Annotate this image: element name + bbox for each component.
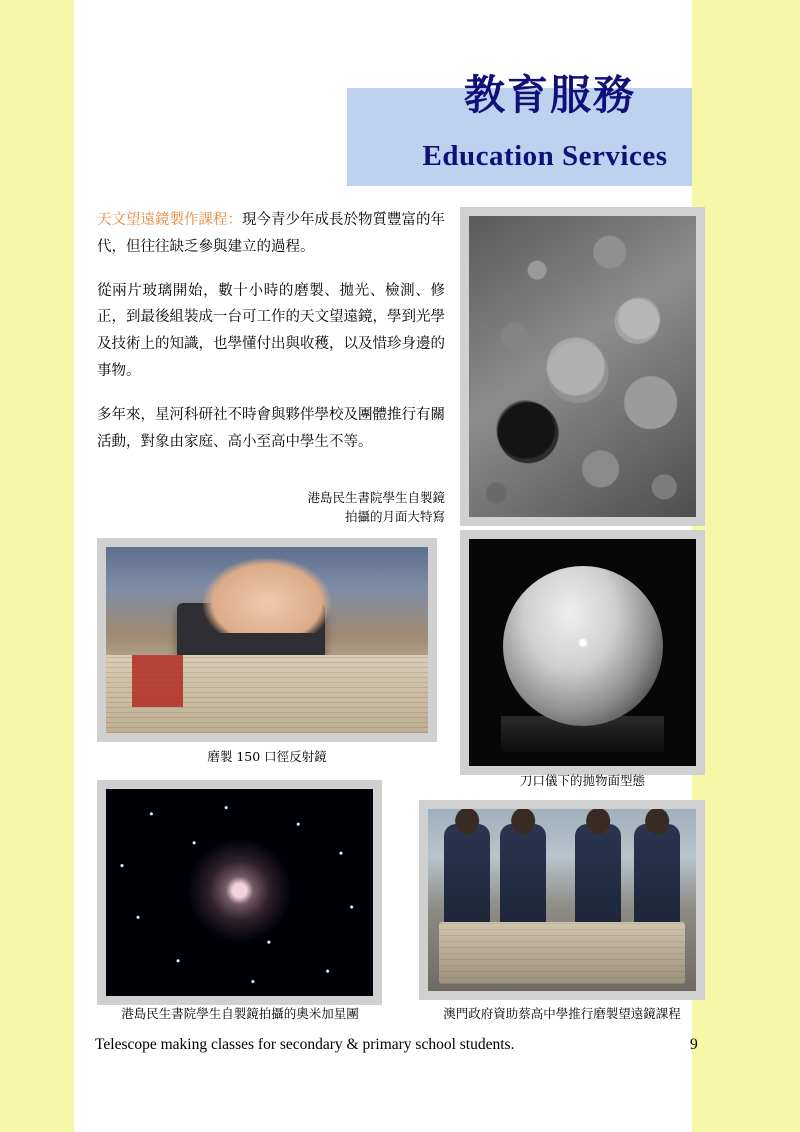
footer-caption: Telescope making classes for secondary & primary school students. [95, 1036, 515, 1053]
caption-classroom: 澳門政府資助蔡高中學推行磨製望遠鏡課程 [443, 1006, 681, 1021]
worktable [439, 922, 686, 984]
student-figure [634, 824, 680, 933]
figure-cluster [97, 780, 382, 1005]
page-title-english: Education Services [422, 140, 668, 172]
body-text [97, 207, 445, 473]
paragraph-1 [97, 207, 445, 261]
caption-mirror: 刀口儀下的拋物面型態 [519, 773, 645, 788]
figure-classroom [419, 800, 705, 1000]
mirror-photo [469, 539, 696, 766]
paragraph-1-rest: 現今青少年成長於物質豐富的年代，但往往缺乏參與建立的過程。 [97, 212, 445, 255]
page-number: 9 [690, 1036, 698, 1053]
parabolic-mirror-disc [503, 566, 663, 726]
caption-moon-line2: 拍攝的月面大特寫 [344, 508, 445, 524]
caption-grinding: 磨製 150 口徑反射鏡 [207, 749, 327, 764]
page-title-chinese: 教育服務 [464, 71, 636, 119]
classroom-photo [428, 809, 696, 991]
lead-label: 天文望遠鏡製作課程： [97, 212, 242, 228]
figure-mirror [460, 530, 705, 775]
caption-moon [245, 489, 445, 527]
grinding-photo [106, 547, 428, 733]
cluster-photo [106, 789, 373, 996]
moon-photo [469, 216, 696, 517]
student-figure [444, 824, 490, 933]
paragraph-3: 多年來，星河科研社不時會與夥伴學校及團體推行有關活動，對象由家庭、高小至高中學生不等。 [97, 406, 445, 450]
caption-cluster: 港島民生書院學生自製鏡拍攝的奧米加星團 [121, 1006, 359, 1021]
student-figure [500, 824, 546, 933]
caption-moon-line1: 港島民生書院學生自製鏡 [307, 490, 445, 505]
paragraph-2: 從兩片玻璃開始，數十小時的磨製、拋光、檢測、修正，到最後組裝成一台可工作的天文望遠鏡，學到光學及技術上的知識，也學懂付出與收穫，以及惜珍身邊的事物。 [97, 282, 445, 380]
newspaper-red-block [132, 655, 184, 707]
student-figure [575, 824, 621, 933]
figure-moon [460, 207, 705, 526]
figure-grinding [97, 538, 437, 742]
